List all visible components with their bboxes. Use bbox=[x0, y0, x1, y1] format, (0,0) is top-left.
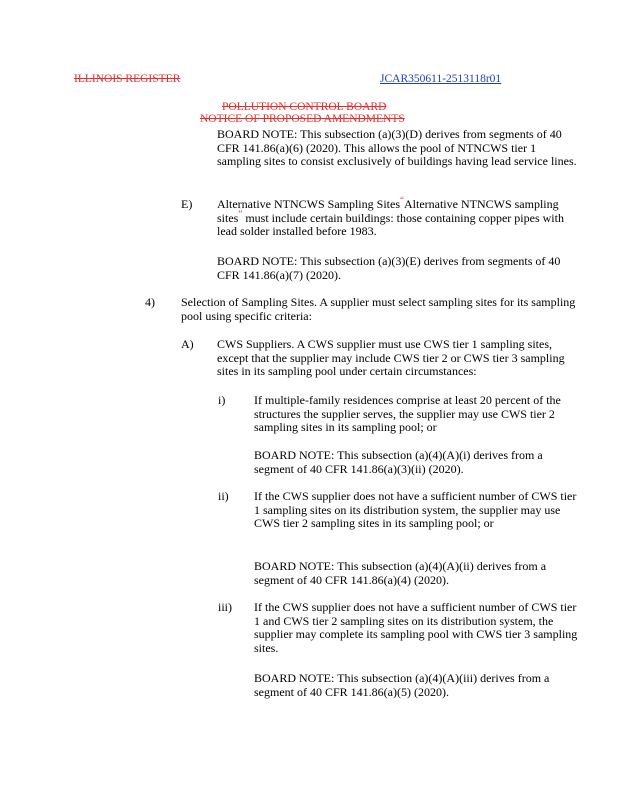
item-e-body: must include certain buildings: those containing copper pipes with lead solder installed before 1983. bbox=[217, 210, 564, 238]
agency-title: POLLUTION CONTROL BOARD bbox=[222, 101, 387, 113]
item-a-text: CWS Suppliers. A CWS supplier must use CWS tier 1 sampling sites, except that the supplier may include CWS tier 2 or CWS tier 3 sampling sites in its sampling pool under certain circumstances: bbox=[217, 337, 565, 378]
item-ii-label: ii) bbox=[218, 489, 229, 503]
item-e-heading: Alternative NTNCWS Sampling Sites bbox=[217, 197, 400, 211]
board-note-e: BOARD NOTE: This subsection (a)(3)(E) derives from segments of 40 CFR 141.86(a)(7) (2020). bbox=[217, 254, 561, 282]
item-a-label: A) bbox=[181, 337, 194, 351]
item-4-text: Selection of Sampling Sites. A supplier must select sampling sites for its sampling pool using specific criteria: bbox=[181, 295, 576, 323]
board-note-d: BOARD NOTE: This subsection (a)(3)(D) derives from segments of 40 CFR 141.86(a)(6) (2020). This allows the pool of NTNCWS tier 1 sampling sites to consist exclusively of buildings having lead service lines. bbox=[217, 127, 577, 168]
item-iii-text: If the CWS supplier does not have a sufficient number of CWS tier 1 and CWS tier 2 sampling sites on its distribution system, the supplier may complete its sampling pool with CWS tier 3 sampling sites. bbox=[254, 600, 578, 655]
board-note-ii: BOARD NOTE: This subsection (a)(4)(A)(ii) derives from a segment of 40 CFR 141.86(a)(4) (2020). bbox=[254, 559, 547, 587]
item-e-label: E) bbox=[181, 197, 193, 211]
board-note-i: BOARD NOTE: This subsection (a)(4)(A)(i) derives from a segment of 40 CFR 141.86(a)(3)(ii) (2020). bbox=[254, 448, 543, 476]
notice-title: NOTICE OF PROPOSED AMENDMENTS bbox=[200, 113, 405, 125]
item-e-heading-repeat: Alternative NTNCWS sampling sites bbox=[217, 197, 559, 225]
item-e-text bbox=[217, 195, 579, 239]
board-note-iii: BOARD NOTE: This subsection (a)(4)(A)(iii) derives from a segment of 40 CFR 141.86(a)(5) (2020). bbox=[254, 671, 550, 699]
register-header: ILLINOIS REGISTER bbox=[74, 73, 181, 85]
document-id-link[interactable]: JCAR350611-2513118r01 bbox=[380, 73, 502, 85]
item-iii-label: iii) bbox=[218, 600, 232, 614]
item-i-label: i) bbox=[218, 393, 226, 407]
item-e-mark-close: ” bbox=[238, 208, 243, 219]
item-e-mark-open: “ bbox=[399, 195, 404, 205]
item-4-label: 4) bbox=[145, 295, 155, 309]
item-i-text: If multiple-family residences comprise at least 20 percent of the structures the supplier serves, the supplier may use CWS tier 2 sampling sites in its sampling pool; or bbox=[254, 393, 561, 434]
item-ii-text: If the CWS supplier does not have a sufficient number of CWS tier 1 sampling sites on its distribution system, the supplier may use CWS tier 2 sampling sites in its sampling pool; or bbox=[254, 489, 577, 530]
